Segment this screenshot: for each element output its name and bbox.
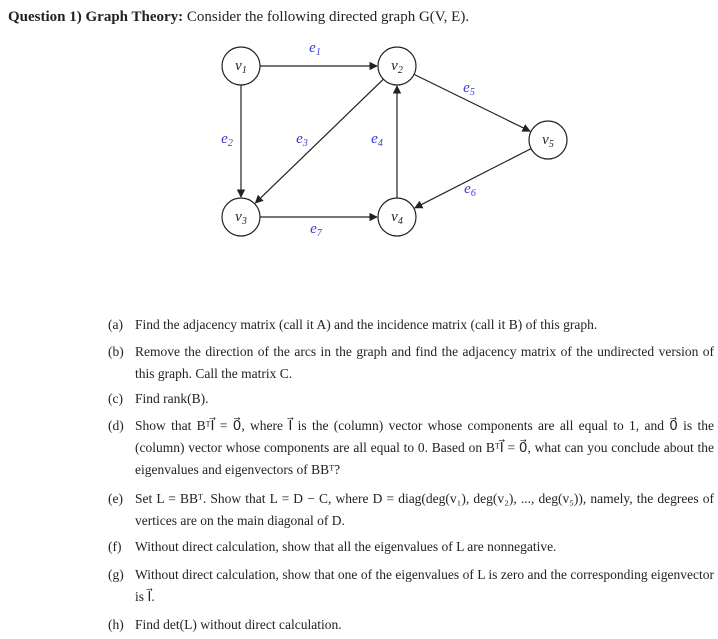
sub-question-label: (h)	[108, 617, 124, 632]
sub-question-text: Remove the direction of the arcs in the graph and find the adjacency matrix of the undirected version of this graph. Call the matrix C.	[135, 344, 714, 381]
node-label-v3: $v_3$	[235, 209, 247, 227]
node-label-v5: $v_5$	[542, 132, 554, 150]
sub-question-label: (a)	[108, 317, 123, 332]
directed-graph	[0, 0, 718, 300]
question-topic: Graph Theory:	[85, 9, 184, 25]
sub-question-text: Without direct calculation, show that all the eigenvalues of L are nonnegative.	[135, 539, 557, 554]
edge-label-e4: $e_4$	[371, 131, 383, 149]
question-text: Consider the following directed graph G(V, E).	[186, 9, 470, 25]
edge-e3	[255, 79, 383, 203]
edge-e6	[415, 149, 531, 208]
node-label-v2: $v_2$	[391, 58, 403, 76]
sub-question-text: Find det(L) without direct calculation.	[135, 617, 342, 632]
sub-question-g	[108, 564, 714, 608]
question-number: Question 1)	[8, 9, 82, 25]
sub-question-e	[108, 488, 714, 532]
sub-question-label: (c)	[108, 391, 123, 406]
edge-label-e7: $e_7$	[310, 221, 322, 239]
sub-question-label: (e)	[108, 491, 123, 506]
sub-question-text: Set L = BBᵀ. Show that L = D − C, where D = diag(deg(v₁), deg(v₂), ..., deg(v₅)), namely, the degrees of vertices are on the main diagonal of D.	[135, 491, 714, 528]
sub-question-h	[108, 614, 714, 636]
node-label-v4: $v_4$	[391, 209, 403, 227]
sub-question-text: Find the adjacency matrix (call it A) and the incidence matrix (call it B) of this graph.	[135, 317, 598, 332]
sub-question-label: (g)	[108, 567, 124, 582]
sub-question-label: (f)	[108, 539, 122, 554]
edge-label-e6: $e_6$	[464, 181, 476, 199]
sub-question-d	[108, 415, 714, 481]
sub-question-text: Without direct calculation, show that one of the eigenvalues of L is zero and the corresponding eigenvector is I⃗.	[135, 567, 714, 604]
sub-question-b	[108, 341, 714, 385]
edge-label-e1: $e_1$	[309, 40, 321, 58]
sub-question-a	[108, 314, 714, 336]
edge-e5	[414, 74, 530, 131]
sub-question-text: Find rank(B).	[135, 391, 209, 406]
sub-question-c	[108, 388, 714, 410]
sub-question-text: Show that BᵀI⃗ = 0⃗, where I⃗ is the (column) vector whose components are all equal to 1, and 0⃗ is the (column) vector whose components are all equal to 0. Based on BᵀI⃗ = 0⃗, what can you conclude about the eigenvalues and eigenvectors of BBᵀ?	[135, 418, 714, 477]
edge-label-e3: $e_3$	[296, 131, 308, 149]
edge-label-e2: $e_2$	[221, 131, 233, 149]
edge-label-e5: $e_5$	[463, 80, 475, 98]
sub-question-f	[108, 536, 714, 558]
sub-question-label: (d)	[108, 418, 124, 433]
sub-question-label: (b)	[108, 344, 124, 359]
node-label-v1: $v_1$	[235, 58, 247, 76]
